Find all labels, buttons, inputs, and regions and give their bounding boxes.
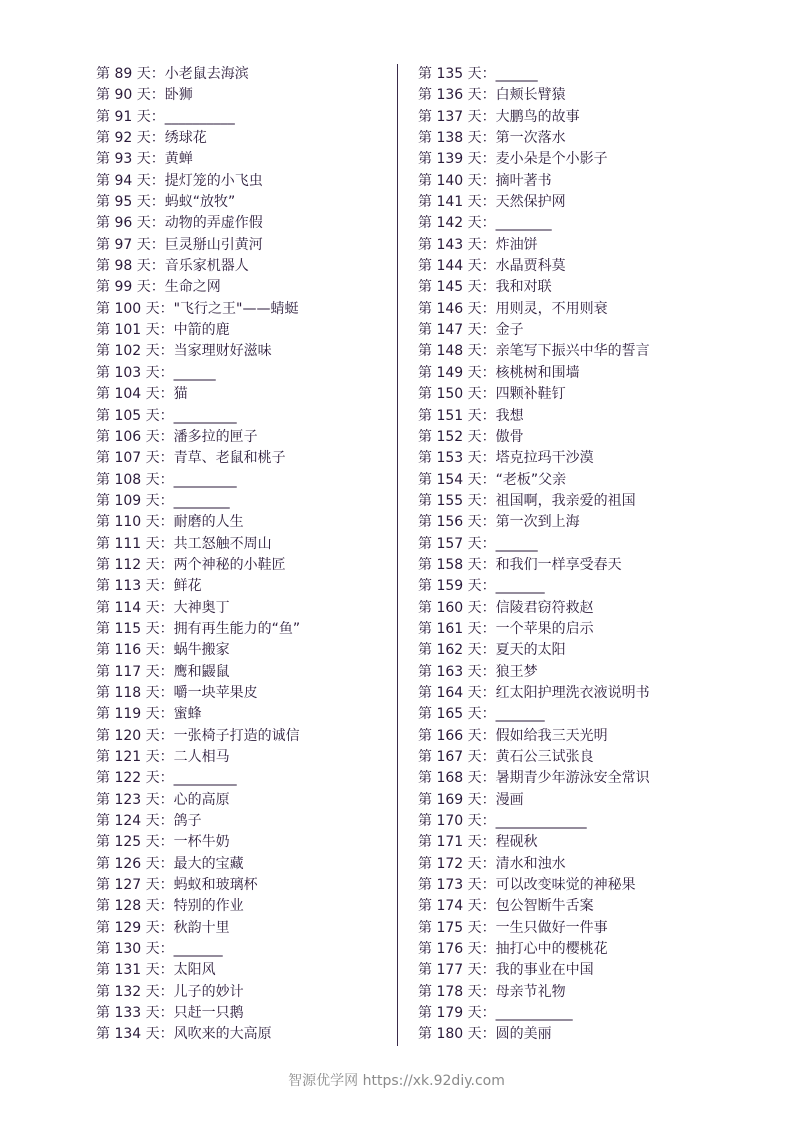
day-entry: 第 128 天：特别的作业 <box>96 898 244 915</box>
day-entry: 第 114 天：大神奥丁 <box>96 599 230 616</box>
day-entry: 第 140 天：摘叶著书 <box>418 172 552 189</box>
day-entry: 第 157 天：______ <box>418 535 538 552</box>
day-entry: 第 137 天：大鹏鸟的故事 <box>418 108 580 125</box>
day-entry: 第 150 天：四颗补鞋钉 <box>418 386 566 403</box>
day-entry: 第 103 天：______ <box>96 364 216 381</box>
day-entry: 第 110 天：耐磨的人生 <box>96 514 244 531</box>
day-entry: 第 180 天：圆的美丽 <box>418 1026 552 1043</box>
day-entry: 第 144 天：水晶贾科莫 <box>418 258 566 275</box>
day-entry: 第 156 天：第一次到上海 <box>418 514 580 531</box>
day-entry: 第 158 天：和我们一样享受春天 <box>418 556 622 573</box>
day-entry: 第 89 天：小老鼠去海滨 <box>96 66 249 82</box>
day-entry: 第 105 天：_________ <box>96 407 237 424</box>
day-entry: 第 168 天：暑期青少年游泳安全常识 <box>418 770 650 787</box>
day-entry: 第 99 天：生命之网 <box>96 279 221 296</box>
day-entry: 第 149 天：核桃树和围墙 <box>418 364 580 381</box>
day-entry: 第 151 天：我想 <box>418 407 524 424</box>
day-entry: 第 154 天：“老板”父亲 <box>418 471 567 488</box>
day-entry: 第 113 天：鲜花 <box>96 578 202 595</box>
day-entry: 第 131 天：太阳风 <box>96 962 216 979</box>
day-entry: 第 174 天：包公智断牛舌案 <box>418 898 594 915</box>
day-entry: 第 159 天：_______ <box>418 578 545 595</box>
day-entry: 第 172 天：清水和浊水 <box>418 855 566 872</box>
day-entry: 第 93 天：黄蝉 <box>96 151 193 168</box>
day-entry: 第 98 天：音乐家机器人 <box>96 258 249 275</box>
day-entry: 第 116 天：蜗牛搬家 <box>96 642 230 659</box>
day-entry: 第 163 天：狼王梦 <box>418 663 538 680</box>
day-entry: 第 121 天：二人相马 <box>96 749 230 765</box>
day-entry: 第 104 天：猫 <box>96 386 188 403</box>
column-divider <box>397 64 398 1046</box>
day-entry: 第 170 天：_____________ <box>418 813 587 830</box>
day-entry: 第 179 天：___________ <box>418 1005 573 1022</box>
day-entry: 第 118 天：嚼一块苹果皮 <box>96 684 258 701</box>
day-entry: 第 152 天：傲骨 <box>418 428 524 445</box>
day-entry: 第 135 天：______ <box>418 66 538 82</box>
day-entry: 第 132 天：儿子的妙计 <box>96 983 244 1000</box>
day-entry: 第 171 天：程砚秋 <box>418 834 538 851</box>
day-entry: 第 101 天：中箭的鹿 <box>96 322 230 339</box>
day-entry: 第 130 天：_______ <box>96 941 223 958</box>
day-entry: 第 120 天：一张椅子打造的诚信 <box>96 727 300 744</box>
day-entry: 第 165 天：_______ <box>418 706 545 723</box>
day-entry: 第 147 天：金子 <box>418 322 524 339</box>
day-entry: 第 102 天：当家理财好滋味 <box>96 343 272 360</box>
day-entry: 第 127 天：蚂蚁和玻璃杯 <box>96 877 258 894</box>
day-entry: 第 95 天：蚂蚁“放牧” <box>96 194 236 211</box>
day-entry: 第 142 天：________ <box>418 215 552 232</box>
day-entry: 第 119 天：蜜蜂 <box>96 706 202 723</box>
day-entry: 第 115 天：拥有再生能力的“鱼” <box>96 620 301 637</box>
day-entry: 第 176 天：抽打心中的樱桃花 <box>418 941 608 958</box>
day-entry: 第 129 天：秋韵十里 <box>96 919 230 936</box>
day-entry: 第 143 天：炸油饼 <box>418 236 538 253</box>
day-entry: 第 133 天：只赶一只鹅 <box>96 1005 244 1022</box>
day-entry: 第 167 天：黄石公三试张良 <box>418 749 594 765</box>
left-column-list <box>96 64 392 1046</box>
day-entry: 第 139 天：麦小朵是个小影子 <box>418 151 608 168</box>
day-entry: 第 162 天：夏天的太阳 <box>418 642 566 659</box>
day-entry: 第 177 天：我的事业在中国 <box>418 962 594 979</box>
day-entry: 第 175 天：一生只做好一件事 <box>418 919 608 936</box>
day-entry: 第 153 天：塔克拉玛干沙漠 <box>418 450 594 467</box>
day-entry: 第 100 天："飞行之王"——蜻蜓 <box>96 300 299 317</box>
day-entry: 第 160 天：信陵君窃符救赵 <box>418 599 594 616</box>
day-entry: 第 148 天：亲笔写下振兴中华的誓言 <box>418 343 650 360</box>
day-entry: 第 111 天：共工怒触不周山 <box>96 535 272 552</box>
day-entry: 第 94 天：提灯笼的小飞虫 <box>96 172 263 189</box>
day-entry: 第 122 天：_________ <box>96 770 237 787</box>
day-entry: 第 145 天：我和对联 <box>418 279 552 296</box>
day-entry: 第 155 天：祖国啊，我亲爱的祖国 <box>418 492 636 509</box>
day-entry: 第 109 天：________ <box>96 492 230 509</box>
footer-watermark: 智源优学网 https://xk.92diy.com <box>288 1073 505 1089</box>
day-entry: 第 173 天：可以改变味觉的神秘果 <box>418 877 636 894</box>
day-entry: 第 106 天：潘多拉的匣子 <box>96 428 258 445</box>
day-entry: 第 112 天：两个神秘的小鞋匠 <box>96 556 286 573</box>
day-entry: 第 125 天：一杯牛奶 <box>96 834 230 851</box>
day-entry: 第 178 天：母亲节礼物 <box>418 983 566 1000</box>
day-entry: 第 161 天：一个苹果的启示 <box>418 620 594 637</box>
day-entry: 第 169 天：漫画 <box>418 791 524 808</box>
day-entry: 第 117 天：鹰和鼹鼠 <box>96 663 230 680</box>
day-entry: 第 90 天：卧狮 <box>96 87 193 104</box>
day-entry: 第 136 天：白颊长臂猿 <box>418 87 566 104</box>
day-entry: 第 138 天：第一次落水 <box>418 130 566 147</box>
day-entry: 第 146 天：用则灵，不用则衰 <box>418 300 608 317</box>
day-entry: 第 92 天：绣球花 <box>96 130 207 147</box>
day-entry: 第 124 天：鸽子 <box>96 813 202 830</box>
day-entry: 第 108 天：_________ <box>96 471 237 488</box>
day-entry: 第 164 天：红太阳护理洗衣液说明书 <box>418 684 650 701</box>
right-column-list <box>418 64 718 1046</box>
day-entry: 第 126 天：最大的宝藏 <box>96 855 244 872</box>
day-entry: 第 141 天：天然保护网 <box>418 194 566 211</box>
day-entry: 第 96 天：动物的弄虚作假 <box>96 215 263 232</box>
day-entry: 第 134 天：风吹来的大高原 <box>96 1026 272 1043</box>
day-entry: 第 107 天：青草、老鼠和桃子 <box>96 450 286 467</box>
day-entry: 第 97 天：巨灵掰山引黄河 <box>96 236 263 253</box>
day-entry: 第 166 天：假如给我三天光明 <box>418 727 608 744</box>
day-entry: 第 123 天：心的高原 <box>96 791 230 808</box>
day-entry: 第 91 天：__________ <box>96 108 235 125</box>
